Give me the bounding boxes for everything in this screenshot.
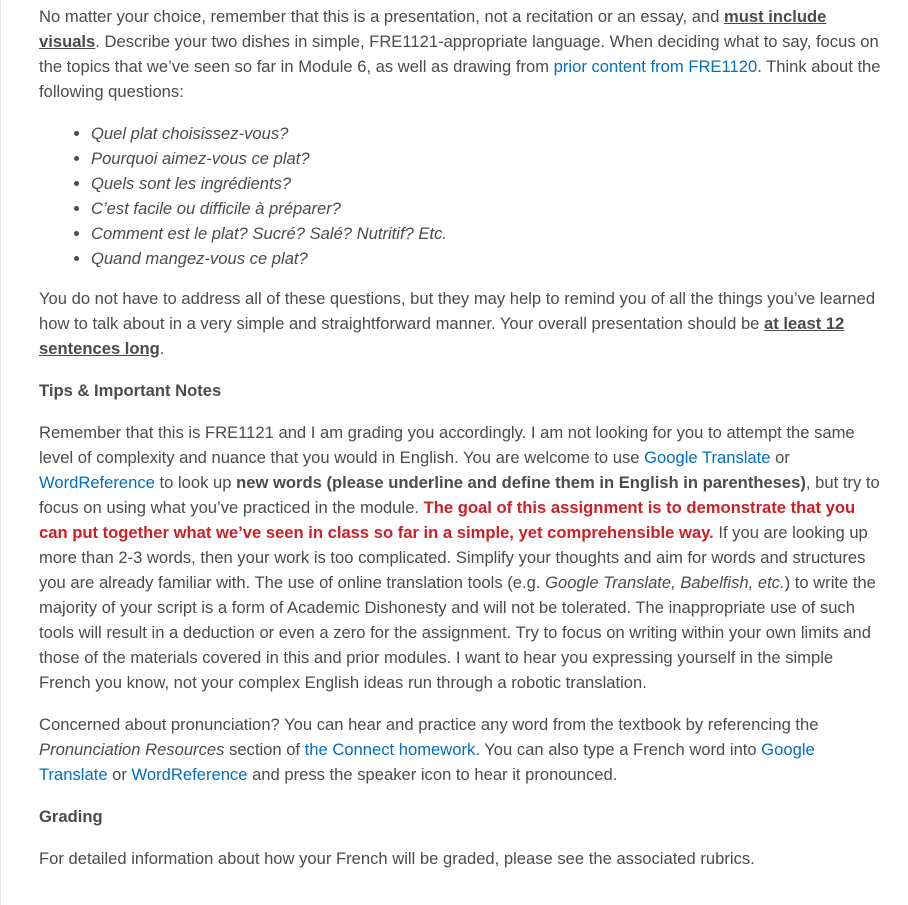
- intro-text-2: . Describe your two dishes in simple, FRE1121-appropriate language. When deciding what to say, focus on the topics that we’ve seen so far in Module 6, as well as drawing from: [39, 32, 879, 76]
- pron-or: or: [107, 765, 132, 784]
- questions-list: [39, 121, 884, 271]
- tips-heading: Tips & Important Notes: [39, 381, 222, 400]
- intro-text-3: . Think about the following questions:: [39, 57, 881, 101]
- connect-homework-link[interactable]: the Connect homework: [304, 740, 476, 759]
- google-translate-link[interactable]: Google Translate: [644, 448, 771, 467]
- pronunciation-resources: Pronunciation Resources: [39, 740, 225, 759]
- prior-content-link[interactable]: prior content from FRE1120: [553, 57, 758, 76]
- note-paragraph: [39, 286, 884, 361]
- pron-text-3: . You can also type a French word into: [475, 740, 762, 759]
- pronunciation-paragraph: [39, 712, 884, 787]
- assignment-goal: The goal of this assignment is to demonstrate that you can put together what we’ve seen in class so far in a simple, yet comprehensible way.: [39, 498, 856, 542]
- tips-text-3: , but try to focus on using what you’ve practiced in the module.: [39, 473, 880, 517]
- note-text-2: .: [159, 339, 165, 358]
- list-item: • Quand mangez-vous ce plat?: [91, 246, 884, 271]
- tips-text-4: If you are looking up more than 2-3 words, then your work is too complicated. Simplify your thoughts and aim for words and structures you are already familiar with. The use of online translation tools (e.g.: [39, 523, 868, 592]
- grading-paragraph: For detailed information about how your French will be graded, please see the associated rubrics.: [39, 849, 755, 868]
- length-requirement: at least 12 sentences long: [39, 314, 845, 358]
- list-item: • Pourquoi aimez-vous ce plat?: [91, 146, 884, 171]
- tips-or: or: [770, 448, 790, 467]
- grading-heading: Grading: [39, 807, 103, 826]
- tips-text-1: Remember that this is FRE1121 and I am grading you accordingly. I am not looking for you to attempt the same level of complexity and nuance that you would in English. You are welcome to use: [39, 423, 855, 467]
- note-text-1: You do not have to address all of these questions, but they may help to remind you of all the things you’ve learned how to talk about in a very simple and straightforward manner. Your overall presentation should be: [39, 289, 876, 333]
- tips-text-5: ) to write the majority of your script is a form of Academic Dishonesty and will not be tolerated. The inappropriate use of such tools will result in a deduction or even a zero for the assignment. Try to focus on writing within your own limits and those of the materials covered in this and prior modules. I want to hear you expressing yourself in the simple French you know, not your complex English ideas run through a robotic translation.: [39, 573, 876, 692]
- translation-tools: Google Translate, Babelfish, etc.: [545, 573, 785, 592]
- intro-text-1: No matter your choice, remember that this is a presentation, not a recitation or an essay, and: [39, 7, 724, 26]
- list-item: • C’est facile ou difficile à préparer?: [91, 196, 884, 221]
- intro-paragraph: [39, 4, 884, 104]
- tips-text-2: to look up: [154, 473, 237, 492]
- wordreference-link-2[interactable]: WordReference: [131, 765, 248, 784]
- wordreference-link[interactable]: WordReference: [39, 473, 155, 492]
- list-item: • Quel plat choisissez-vous?: [91, 121, 884, 146]
- tips-paragraph: [39, 420, 884, 695]
- pron-text-4: and press the speaker icon to hear it pronounced.: [247, 765, 618, 784]
- new-words-note: new words (please underline and define them in English in parentheses): [236, 473, 806, 492]
- pron-text-1: Concerned about pronunciation? You can hear and practice any word from the textbook by referencing the: [39, 715, 819, 734]
- list-item: • Comment est le plat? Sucré? Salé? Nutritif? Etc.: [91, 221, 884, 246]
- google-translate-link-2[interactable]: Google Translate: [39, 740, 815, 784]
- list-item: • Quels sont les ingrédients?: [91, 171, 884, 196]
- pron-text-2: section of: [224, 740, 305, 759]
- must-include-visuals: must include visuals: [39, 7, 827, 51]
